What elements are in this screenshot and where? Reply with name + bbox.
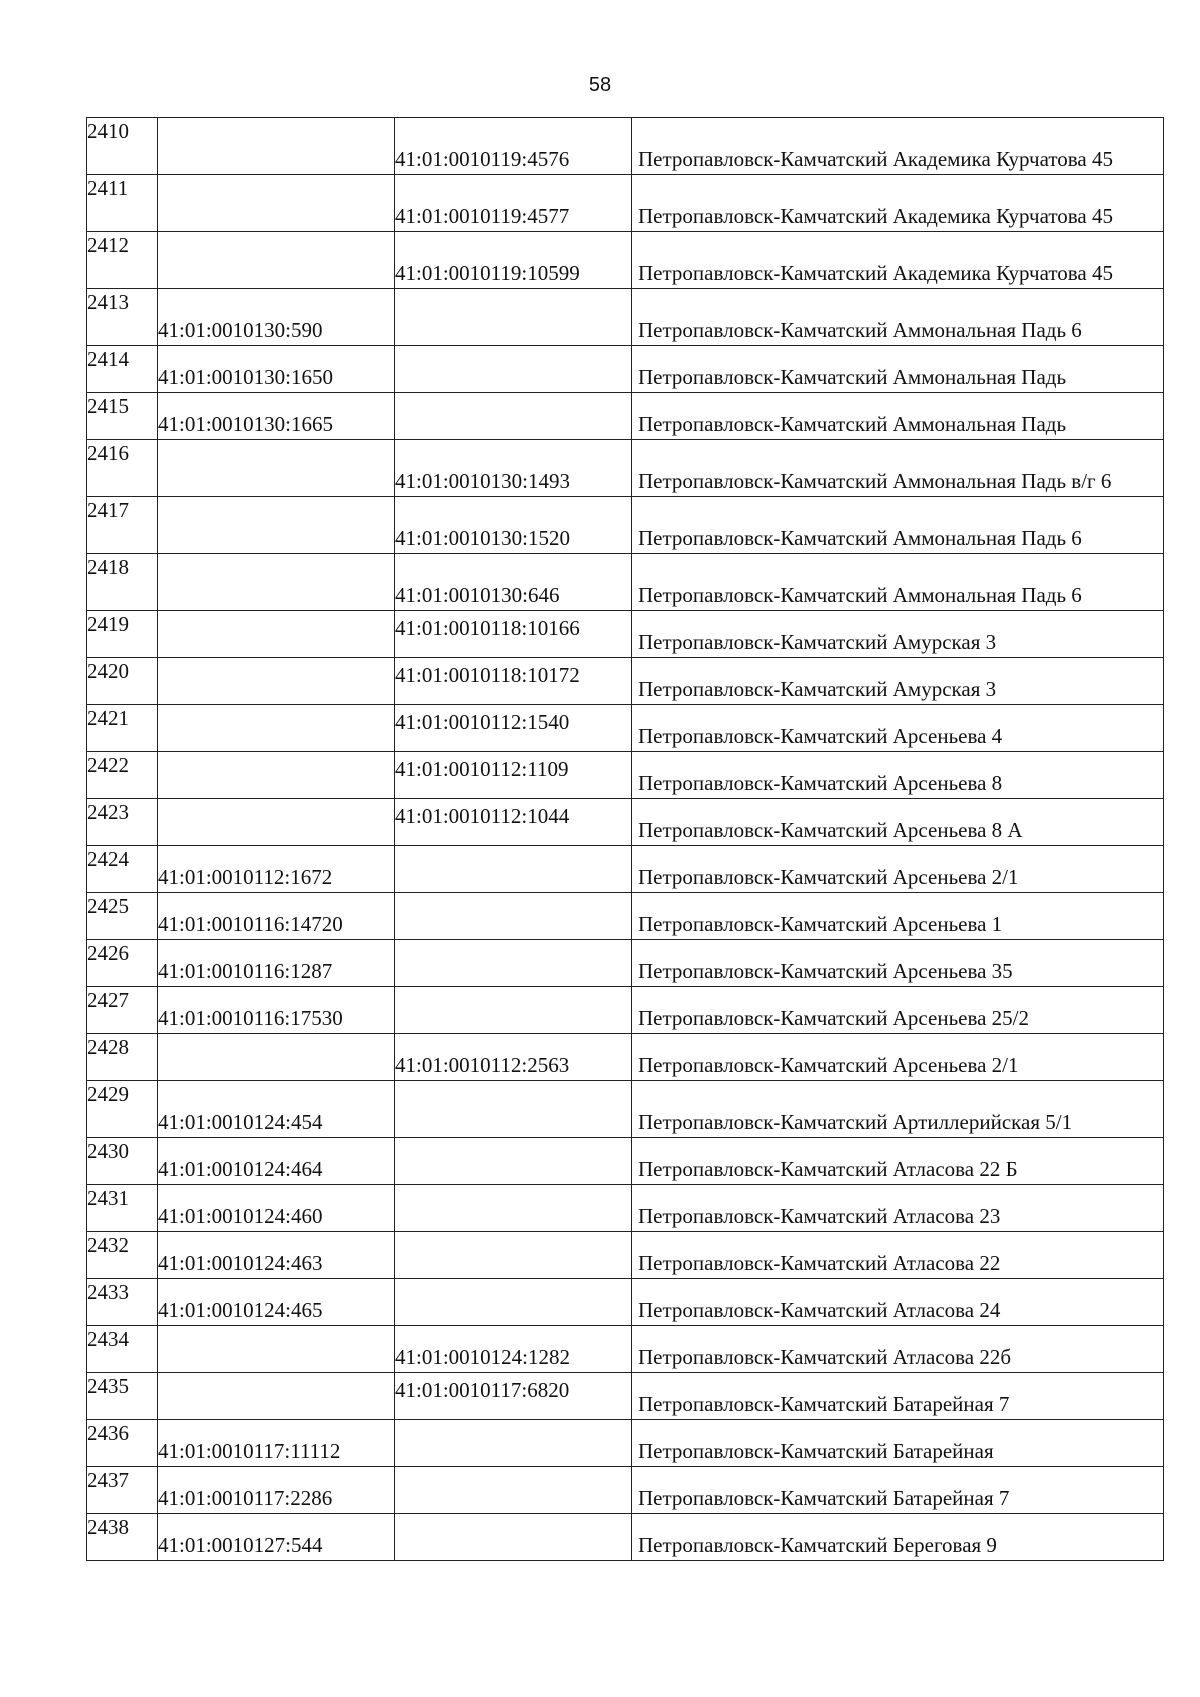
cadastral-number-b-cell xyxy=(395,893,632,940)
cadastral-number-a-cell xyxy=(158,658,395,705)
table-row xyxy=(87,705,1164,752)
table-row xyxy=(87,393,1164,440)
cadastral-number-a-cell xyxy=(158,1326,395,1373)
row-number-cell: 2429 xyxy=(87,1081,158,1138)
row-number-cell: 2420 xyxy=(87,658,158,705)
table-row xyxy=(87,1467,1164,1514)
cadastral-number-b-cell xyxy=(395,346,632,393)
cadastral-number-b-cell: 41:01:0010112:1044 xyxy=(395,799,632,846)
address-cell: Петропавловск-Камчатский Академика Курчатова 45 xyxy=(632,118,1164,175)
address-cell: Петропавловск-Камчатский Арсеньева 8 А xyxy=(632,799,1164,846)
cadastral-number-a-cell xyxy=(158,440,395,497)
cadastral-number-a-cell: 41:01:0010116:1287 xyxy=(158,940,395,987)
cadastral-number-a-cell: 41:01:0010116:17530 xyxy=(158,987,395,1034)
cadastral-number-a-cell: 41:01:0010117:11112 xyxy=(158,1420,395,1467)
cadastral-number-b-cell: 41:01:0010118:10172 xyxy=(395,658,632,705)
cadastral-number-a-cell xyxy=(158,799,395,846)
cadastral-number-b-cell: 41:01:0010119:10599 xyxy=(395,232,632,289)
address-cell: Петропавловск-Камчатский Батарейная 7 xyxy=(632,1467,1164,1514)
cadastral-number-b-cell xyxy=(395,1185,632,1232)
address-cell: Петропавловск-Камчатский Арсеньева 4 xyxy=(632,705,1164,752)
row-number-cell: 2423 xyxy=(87,799,158,846)
row-number-cell: 2432 xyxy=(87,1232,158,1279)
table-row xyxy=(87,987,1164,1034)
row-number-cell: 2412 xyxy=(87,232,158,289)
cadastral-number-a-cell: 41:01:0010116:14720 xyxy=(158,893,395,940)
cadastral-number-a-cell xyxy=(158,1373,395,1420)
cadastral-number-b-cell: 41:01:0010124:1282 xyxy=(395,1326,632,1373)
table-row xyxy=(87,940,1164,987)
registry-table xyxy=(86,117,1164,1561)
row-number-cell: 2435 xyxy=(87,1373,158,1420)
table-row xyxy=(87,1185,1164,1232)
table-row xyxy=(87,175,1164,232)
table-row xyxy=(87,497,1164,554)
row-number-cell: 2430 xyxy=(87,1138,158,1185)
table-row xyxy=(87,1279,1164,1326)
cadastral-number-b-cell: 41:01:0010130:646 xyxy=(395,554,632,611)
cadastral-number-a-cell: 41:01:0010124:460 xyxy=(158,1185,395,1232)
address-cell: Петропавловск-Камчатский Аммональная Падь 6 xyxy=(632,289,1164,346)
address-cell: Петропавловск-Камчатский Аммональная Падь 6 xyxy=(632,497,1164,554)
cadastral-number-a-cell: 41:01:0010124:454 xyxy=(158,1081,395,1138)
cadastral-number-a-cell: 41:01:0010124:463 xyxy=(158,1232,395,1279)
address-cell: Петропавловск-Камчатский Батарейная 7 xyxy=(632,1373,1164,1420)
address-cell: Петропавловск-Камчатский Арсеньева 1 xyxy=(632,893,1164,940)
table-row xyxy=(87,752,1164,799)
cadastral-number-b-cell xyxy=(395,1138,632,1185)
table-row xyxy=(87,1326,1164,1373)
row-number-cell: 2422 xyxy=(87,752,158,799)
table-row xyxy=(87,658,1164,705)
table-row xyxy=(87,440,1164,497)
cadastral-number-b-cell: 41:01:0010112:1540 xyxy=(395,705,632,752)
row-number-cell: 2436 xyxy=(87,1420,158,1467)
cadastral-number-b-cell: 41:01:0010118:10166 xyxy=(395,611,632,658)
row-number-cell: 2425 xyxy=(87,893,158,940)
cadastral-number-a-cell xyxy=(158,118,395,175)
row-number-cell: 2437 xyxy=(87,1467,158,1514)
row-number-cell: 2433 xyxy=(87,1279,158,1326)
address-cell: Петропавловск-Камчатский Амурская 3 xyxy=(632,658,1164,705)
cadastral-number-b-cell xyxy=(395,940,632,987)
cadastral-number-b-cell xyxy=(395,1514,632,1561)
row-number-cell: 2438 xyxy=(87,1514,158,1561)
cadastral-number-a-cell: 41:01:0010130:1650 xyxy=(158,346,395,393)
address-cell: Петропавловск-Камчатский Атласова 24 xyxy=(632,1279,1164,1326)
table-row xyxy=(87,846,1164,893)
row-number-cell: 2413 xyxy=(87,289,158,346)
cadastral-number-a-cell: 41:01:0010127:544 xyxy=(158,1514,395,1561)
cadastral-number-b-cell xyxy=(395,846,632,893)
cadastral-number-a-cell: 41:01:0010112:1672 xyxy=(158,846,395,893)
registry-table-body xyxy=(87,118,1164,1561)
table-row xyxy=(87,1138,1164,1185)
cadastral-number-b-cell: 41:01:0010112:1109 xyxy=(395,752,632,799)
row-number-cell: 2431 xyxy=(87,1185,158,1232)
cadastral-number-b-cell xyxy=(395,289,632,346)
table-row xyxy=(87,1420,1164,1467)
row-number-cell: 2421 xyxy=(87,705,158,752)
address-cell: Петропавловск-Камчатский Аммональная Падь xyxy=(632,346,1164,393)
row-number-cell: 2410 xyxy=(87,118,158,175)
address-cell: Петропавловск-Камчатский Арсеньева 2/1 xyxy=(632,846,1164,893)
row-number-cell: 2424 xyxy=(87,846,158,893)
cadastral-number-a-cell: 41:01:0010117:2286 xyxy=(158,1467,395,1514)
row-number-cell: 2417 xyxy=(87,497,158,554)
cadastral-number-a-cell: 41:01:0010124:465 xyxy=(158,1279,395,1326)
table-row xyxy=(87,118,1164,175)
page-number: 58 xyxy=(588,74,612,96)
cadastral-number-a-cell xyxy=(158,752,395,799)
address-cell: Петропавловск-Камчатский Атласова 22 Б xyxy=(632,1138,1164,1185)
cadastral-number-b-cell xyxy=(395,1467,632,1514)
cadastral-number-b-cell: 41:01:0010130:1493 xyxy=(395,440,632,497)
cadastral-number-b-cell xyxy=(395,987,632,1034)
row-number-cell: 2414 xyxy=(87,346,158,393)
row-number-cell: 2415 xyxy=(87,393,158,440)
cadastral-number-b-cell: 41:01:0010117:6820 xyxy=(395,1373,632,1420)
cadastral-number-b-cell xyxy=(395,1232,632,1279)
row-number-cell: 2434 xyxy=(87,1326,158,1373)
address-cell: Петропавловск-Камчатский Академика Курчатова 45 xyxy=(632,232,1164,289)
table-row xyxy=(87,799,1164,846)
row-number-cell: 2419 xyxy=(87,611,158,658)
table-row xyxy=(87,893,1164,940)
table-row xyxy=(87,611,1164,658)
cadastral-number-a-cell xyxy=(158,1034,395,1081)
cadastral-number-a-cell xyxy=(158,175,395,232)
cadastral-number-b-cell xyxy=(395,1420,632,1467)
address-cell: Петропавловск-Камчатский Атласова 22б xyxy=(632,1326,1164,1373)
row-number-cell: 2416 xyxy=(87,440,158,497)
cadastral-number-b-cell xyxy=(395,1279,632,1326)
table-row xyxy=(87,554,1164,611)
cadastral-number-b-cell: 41:01:0010119:4576 xyxy=(395,118,632,175)
address-cell: Петропавловск-Камчатский Атласова 23 xyxy=(632,1185,1164,1232)
address-cell: Петропавловск-Камчатский Аммональная Падь xyxy=(632,393,1164,440)
row-number-cell: 2427 xyxy=(87,987,158,1034)
cadastral-number-b-cell: 41:01:0010112:2563 xyxy=(395,1034,632,1081)
cadastral-number-a-cell xyxy=(158,611,395,658)
row-number-cell: 2428 xyxy=(87,1034,158,1081)
cadastral-number-a-cell: 41:01:0010124:464 xyxy=(158,1138,395,1185)
address-cell: Петропавловск-Камчатский Аммональная Падь в/г 6 xyxy=(632,440,1164,497)
cadastral-number-b-cell: 41:01:0010119:4577 xyxy=(395,175,632,232)
table-row xyxy=(87,346,1164,393)
table-row xyxy=(87,1514,1164,1561)
address-cell: Петропавловск-Камчатский Арсеньева 35 xyxy=(632,940,1164,987)
table-row xyxy=(87,1081,1164,1138)
cadastral-number-a-cell xyxy=(158,497,395,554)
address-cell: Петропавловск-Камчатский Амурская 3 xyxy=(632,611,1164,658)
address-cell: Петропавловск-Камчатский Арсеньева 8 xyxy=(632,752,1164,799)
address-cell: Петропавловск-Камчатский Аммональная Падь 6 xyxy=(632,554,1164,611)
cadastral-number-b-cell: 41:01:0010130:1520 xyxy=(395,497,632,554)
cadastral-number-a-cell xyxy=(158,705,395,752)
row-number-cell: 2411 xyxy=(87,175,158,232)
address-cell: Петропавловск-Камчатский Арсеньева 2/1 xyxy=(632,1034,1164,1081)
cadastral-number-b-cell xyxy=(395,1081,632,1138)
address-cell: Петропавловск-Камчатский Батарейная xyxy=(632,1420,1164,1467)
row-number-cell: 2418 xyxy=(87,554,158,611)
address-cell: Петропавловск-Камчатский Академика Курчатова 45 xyxy=(632,175,1164,232)
cadastral-number-b-cell xyxy=(395,393,632,440)
cadastral-number-a-cell: 41:01:0010130:1665 xyxy=(158,393,395,440)
table-row xyxy=(87,289,1164,346)
table-row xyxy=(87,1034,1164,1081)
address-cell: Петропавловск-Камчатский Артиллерийская 5/1 xyxy=(632,1081,1164,1138)
row-number-cell: 2426 xyxy=(87,940,158,987)
table-row xyxy=(87,1232,1164,1279)
cadastral-number-a-cell: 41:01:0010130:590 xyxy=(158,289,395,346)
cadastral-number-a-cell xyxy=(158,232,395,289)
address-cell: Петропавловск-Камчатский Арсеньева 25/2 xyxy=(632,987,1164,1034)
address-cell: Петропавловск-Камчатский Береговая 9 xyxy=(632,1514,1164,1561)
table-row xyxy=(87,1373,1164,1420)
address-cell: Петропавловск-Камчатский Атласова 22 xyxy=(632,1232,1164,1279)
table-row xyxy=(87,232,1164,289)
cadastral-number-a-cell xyxy=(158,554,395,611)
